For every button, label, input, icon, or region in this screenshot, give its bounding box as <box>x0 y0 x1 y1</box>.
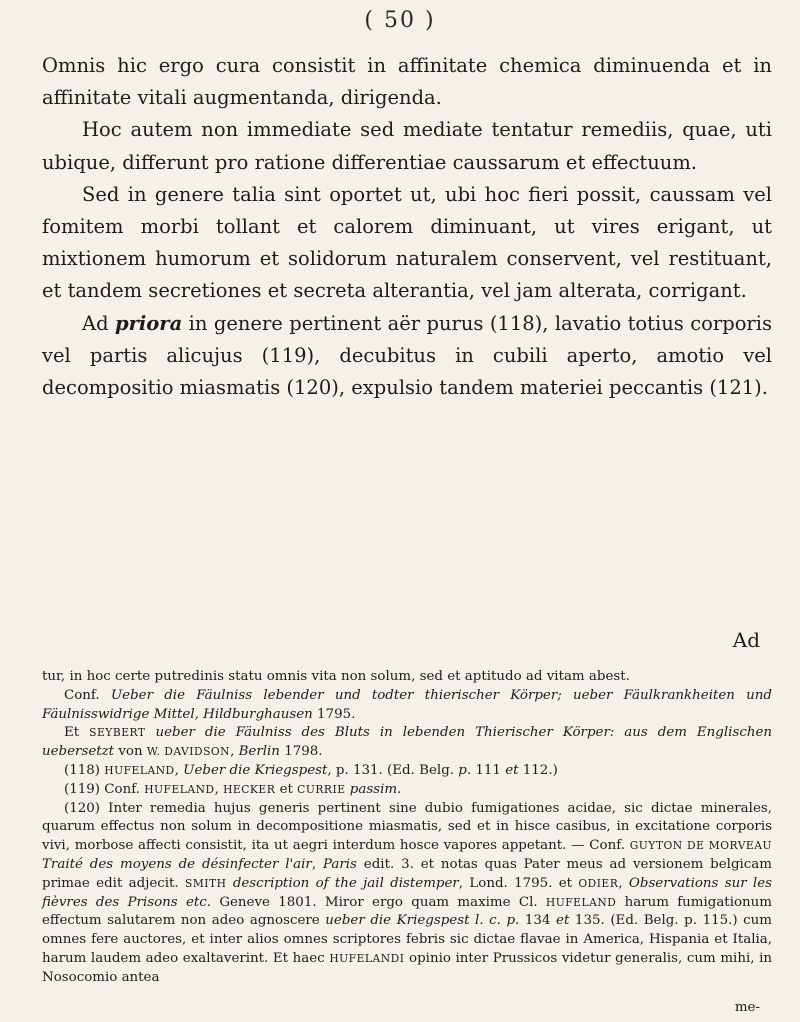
footnote-segment: , Lond. 1795. et <box>458 875 579 891</box>
footnote-3 <box>42 724 772 762</box>
footnote-segment: Traité des moyens de désinfecter l'air <box>42 856 312 872</box>
footnote-segment: Berlin <box>238 744 280 760</box>
footnote-segment: 112.) <box>518 762 558 778</box>
footnote-segment: 1795. <box>312 706 356 722</box>
paragraph-3 <box>42 179 772 308</box>
footnote-6 <box>42 800 772 988</box>
footnote-segment: Ueber die Fäulniss lebender und todter thierischer Körper; ueber Fäulkrankheiten und Fäulnisswidrige Mittel, Hildburghausen <box>42 687 772 722</box>
footnote-segment <box>146 725 156 740</box>
footnote-segment: et <box>275 781 298 797</box>
footnote-segment: von <box>114 744 147 760</box>
footnote-segment: SEYBERT <box>89 726 146 740</box>
footnote-segment: p. <box>458 762 472 778</box>
footnote-segment: 134 <box>519 913 557 929</box>
footnote-1 <box>42 668 772 687</box>
paragraph-2 <box>42 114 772 178</box>
footnote-segment: HUFELANDI <box>329 951 405 965</box>
footnote-segment: Et <box>64 725 90 741</box>
catchword: Ad <box>732 628 760 652</box>
page-number: ( 50 ) <box>364 8 436 33</box>
paragraph-segment: priora <box>114 311 183 335</box>
footnote-segment: , <box>618 875 629 891</box>
footnote-segment: et <box>556 913 570 929</box>
footnote-segment: description of the jail distemper <box>232 875 459 891</box>
paragraph-4 <box>42 308 772 405</box>
footnote-segment: , <box>311 856 323 872</box>
paragraph-segment: Hoc autem non immediate sed mediate tentatur remediis, quae, uti ubique, differunt pro ratione differentiae caussarum et effectuum. <box>42 118 772 174</box>
footnote-segment: , <box>174 762 184 778</box>
footnote-segment: CURRIE <box>297 782 346 796</box>
paragraph-segment: Sed in genere talia sint oportet ut, ubi hoc fieri possit, caussam vel fomitem morbi tollant et calorem diminuant, ut vires erigant, ut mixtionem humorum et solidorum naturalem conservent, vel restituant, et tandem secretiones et secreta alterantia, vel jam alterata, corrigant. <box>42 182 772 303</box>
paragraph-segment: Omnis hic ergo cura consistit in affinitate chemica diminuenda et in affinitate vitali augmentanda, dirigenda. <box>42 54 772 110</box>
footnote-segment: 1798. <box>279 744 323 760</box>
paragraph-segment: in genere pertinent aër purus (118), lavatio totius corporis vel partis alicujus (119), decubitus in cubili aperto, amotio vel decompositio miasmatis (120), expulsio tandem materiei peccantis (121). <box>42 311 773 400</box>
footnote-segment: Ueber die Kriegspest <box>183 762 328 778</box>
footnote-segment: ueber die Fäulniss des Bluts in lebenden Thierischer Körper: aus dem Englischen uebersetzt <box>42 725 772 760</box>
footnote-segment: HUFELAND <box>104 763 175 777</box>
main-text <box>42 50 772 404</box>
footnote-segment: passim. <box>349 781 402 797</box>
footnote-segment: tur, in hoc certe putredinis statu omnis vita non solum, sed et aptitudo ad vitam abest. <box>42 669 630 684</box>
footnote-segment: Paris <box>322 856 357 872</box>
footnote-segment: (119) Conf. <box>64 781 145 797</box>
footnote-segment: et <box>505 762 519 778</box>
footnote-segment: opinio inter Prussicos videtur generalis, cum mihi, in Nosocomio antea <box>42 950 772 985</box>
footnote-segment: SMITH <box>185 876 227 890</box>
paragraph-1 <box>42 50 772 114</box>
footnote-catchword: me- <box>734 1000 760 1015</box>
footnote-segment: , <box>214 781 224 797</box>
footnote-segment: Conf. <box>64 687 111 703</box>
footnote-segment: 135. (Ed. Belg. p. 115.) cum omnes fere auctores, et inter alios omnes scriptores febris sic dictae flavae in America, Hispania et Italia, harum laudem adeo exaltaverint. Et haec <box>42 913 773 966</box>
footnote-segment: HUFELAND <box>144 782 215 796</box>
footnote-segment: HUFELAND <box>545 895 617 909</box>
footnote-segment: 111 <box>471 762 506 778</box>
footnote-2 <box>42 687 772 725</box>
footnote-segment: (118) <box>64 762 105 778</box>
footnote-5 <box>42 781 772 800</box>
footnote-segment: Geneve 1801. Miror ergo quam maxime Cl. <box>211 894 546 910</box>
footnote-segment: , p. 131. (Ed. Belg. <box>327 762 459 778</box>
footnote-segment: GUYTON DE MORVEAU <box>629 839 772 853</box>
footnote-segment: (120) Inter remedia hujus generis pertinent sine dubio fumigationes acidae, sic dictae minerales, quarum effectus non solum in decompositione miasmatis, sed et in hisce casibus, in excitatione corporis vivi, morbose affecti consistit, ita ut aegri interdum hosce vapores appetant. — Conf. <box>42 800 772 854</box>
footnote-segment: ueber die Kriegspest l. c. p. <box>325 913 520 929</box>
footnote-4 <box>42 762 772 781</box>
footnote-segment: HECKER <box>223 782 276 796</box>
footnote-segment: ODIER <box>578 876 619 890</box>
footnote-segment: , <box>230 744 239 760</box>
footnote-segment: edit. 3. et notas quas Pater meus ad versionem belgicam primae edit adjecit. <box>42 856 772 891</box>
paragraph-segment: Ad <box>82 311 115 335</box>
footnote-segment: W. DAVIDSON <box>146 745 231 759</box>
footnote-segment: harum fumigationum effectum salutarem non adeo agnoscere <box>42 894 772 929</box>
footnote-segment: Observations sur les fièvres des Prisons etc. <box>42 875 772 910</box>
footnotes <box>42 668 772 988</box>
